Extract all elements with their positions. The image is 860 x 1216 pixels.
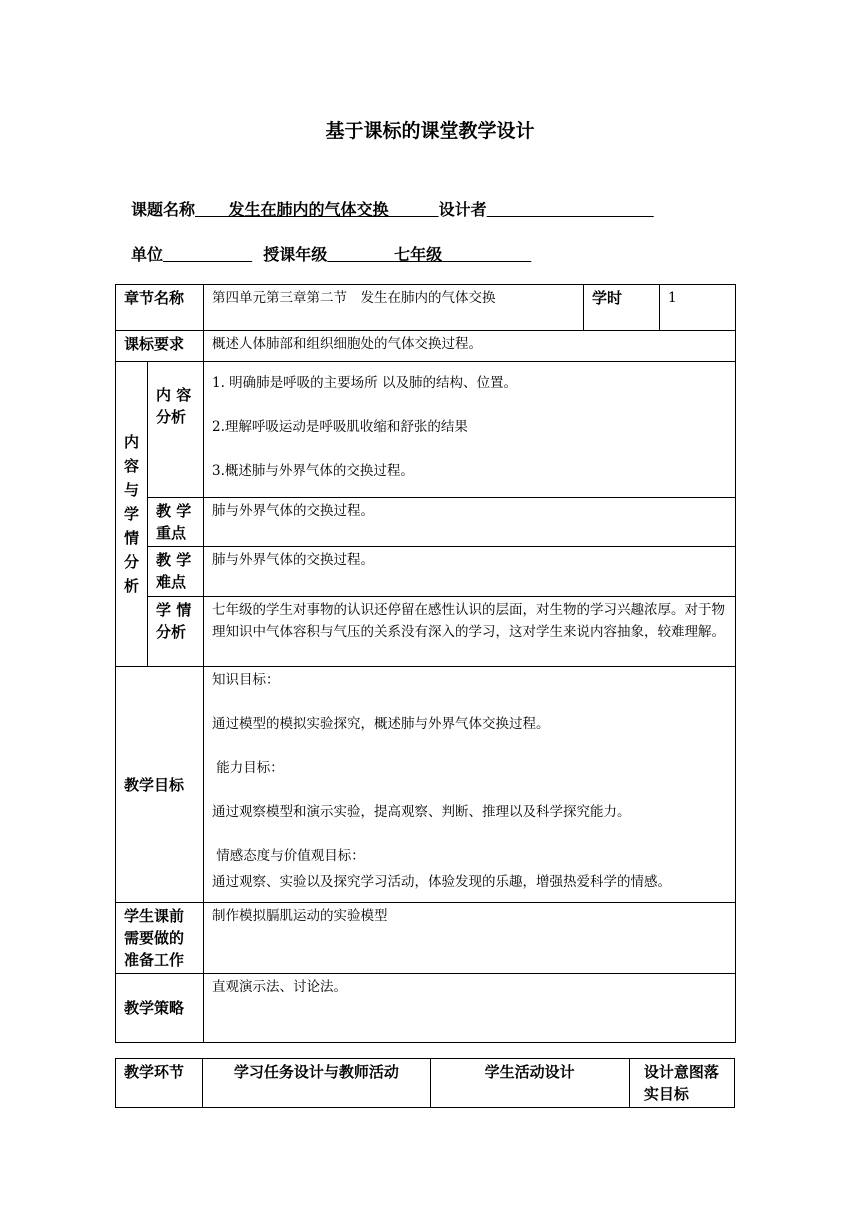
ability-title: 能力目标： [212, 760, 284, 776]
standard-value: 概述人体肺部和组织细胞处的气体交换过程。 [204, 331, 736, 362]
content-label: 内 容 分析 [148, 362, 204, 498]
analysis-group-label: 内容与学情分析 [116, 362, 148, 667]
chapter-value: 第四单元第三章第二节 发生在肺内的气体交换 [204, 285, 584, 331]
standard-label: 课标要求 [116, 331, 204, 362]
content-item: 2.理解呼吸运动是呼吸肌收缩和舒张的结果 [212, 419, 468, 435]
header-cell: 教学环节 [116, 1059, 203, 1108]
topic-line [131, 197, 654, 220]
strategy-value: 直观演示法、讨论法。 [204, 974, 736, 1043]
emotion-title: 情感态度与价值观目标： [212, 848, 365, 864]
knowledge-title: 知识目标： [212, 672, 280, 688]
difficulty-value: 肺与外界气体的交换过程。 [204, 547, 736, 597]
ability-text: 通过观察模型和演示实验，提高观察、判断、推理以及科学探究能力。 [212, 804, 631, 820]
key-label: 教 学 重点 [148, 498, 204, 547]
page-title: 基于课标的课堂教学设计 [325, 120, 535, 142]
designer-label: 设计者 [438, 200, 487, 219]
strategy-label: 教学策略 [116, 974, 204, 1043]
designer-blank [487, 200, 654, 219]
content-values [204, 362, 736, 498]
grade-value: 七年级 [394, 245, 443, 264]
chapter-label: 章节名称 [116, 285, 204, 331]
unit-label: 单位 [131, 245, 164, 264]
unit-blank [163, 245, 252, 264]
unit-line [131, 242, 531, 265]
grade-label: 授课年级 [263, 245, 328, 264]
hours-value: 1 [660, 285, 736, 331]
topic-value: 发生在肺内的气体交换 [228, 200, 389, 219]
knowledge-text: 通过模型的模拟实验探究，概述肺与外界气体交换过程。 [212, 716, 550, 732]
key-value: 肺与外界气体的交换过程。 [204, 498, 736, 547]
activity-table [115, 1058, 735, 1108]
content-item: 3.概述肺与外界气体的交换过程。 [212, 463, 414, 479]
goals-label: 教学目标 [116, 667, 204, 903]
emotion-text: 通过观察、实验以及探究学习活动，体验发现的乐趣，增强热爱科学的情感。 [212, 874, 672, 890]
content-item: 1. 明确肺是呼吸的主要场所 以及肺的结构、位置。 [212, 375, 517, 391]
prep-value: 制作模拟膈肌运动的实验模型 [204, 903, 736, 974]
goals-values [204, 667, 736, 903]
difficulty-label: 教 学 难点 [148, 547, 204, 597]
header-cell: 学生活动设计 [430, 1059, 629, 1108]
design-table [115, 284, 736, 1043]
student-label: 学 情 分析 [148, 597, 204, 667]
hours-label: 学时 [584, 285, 660, 331]
header-cell: 设计意图落实目标 [629, 1059, 734, 1108]
prep-label: 学生课前需要做的准备工作 [116, 903, 204, 974]
student-value: 七年级的学生对事物的认识还停留在感性认识的层面，对生物的学习兴趣浓厚。对于物理知识中气体容积与气压的关系没有深入的学习，这对学生来说内容抽象，较难理解。 [204, 597, 736, 667]
header-cell: 学习任务设计与教师活动 [203, 1059, 430, 1108]
topic-label: 课题名称 [131, 200, 196, 219]
